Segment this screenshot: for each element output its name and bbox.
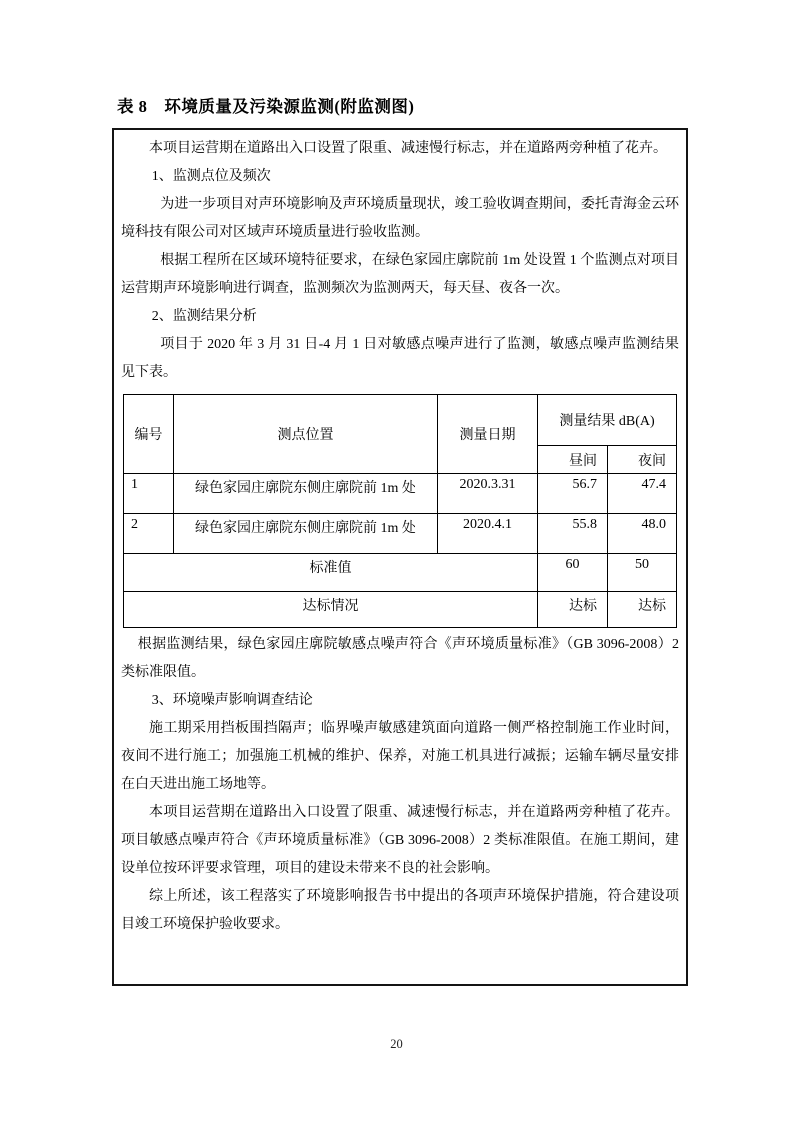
col-header-result: 测量结果 dB(A) [538, 395, 677, 446]
cell-standard-label: 标准值 [124, 554, 538, 592]
cell-night: 47.4 [608, 474, 677, 514]
section-heading-monitoring: 1、监测点位及频次 [151, 169, 271, 184]
cell-compliance-day: 达标 [538, 592, 608, 628]
cell-day: 56.7 [538, 474, 608, 514]
noise-monitoring-table [123, 394, 677, 628]
paragraph-monitor-point: 根据工程所在区域环境特征要求，在绿色家园庄廓院前 1m 处设置 1 个监测点对项目运营期声环境影响进行调查，监测频次为监测两天，每天昼、夜各一次。 [121, 253, 679, 296]
col-header-location: 测点位置 [174, 395, 438, 474]
cell-compliance-label: 达标情况 [124, 592, 538, 628]
section-heading-conclusion: 3、环境噪声影响调查结论 [151, 693, 313, 708]
paragraph-intro: 本项目运营期在道路出入口设置了限重、减速慢行标志，并在道路两旁种植了花卉。 [149, 141, 667, 156]
cell-location: 绿色家园庄廓院东侧庄廓院前 1m 处 [174, 474, 438, 514]
paragraph-conclusion: 综上所述，该工程落实了环境影响报告书中提出的各项声环境保护措施，符合建设项目竣工环境保护验收要求。 [121, 889, 679, 932]
table-row-compliance [124, 592, 677, 628]
table-row-1 [124, 474, 677, 514]
col-header-night: 夜间 [608, 446, 677, 474]
page-number: 20 [390, 1037, 403, 1051]
cell-compliance-night: 达标 [608, 592, 677, 628]
cell-no: 2 [124, 514, 174, 554]
col-header-date: 测量日期 [438, 395, 538, 474]
section-heading-results: 2、监测结果分析 [151, 309, 257, 324]
cell-standard-night: 50 [608, 554, 677, 592]
cell-no: 1 [124, 474, 174, 514]
table-row-standard [124, 554, 677, 592]
paragraph-construction: 施工期采用挡板围挡隔声；临界噪声敏感建筑面向道路一侧严格控制施工作业时间，夜间不进行施工；加强施工机械的维护、保养，对施工机具进行减振；运输车辆尽量安排在白天进出施工场地等。 [121, 721, 679, 792]
col-header-no: 编号 [124, 395, 174, 474]
cell-location: 绿色家园庄廓院东侧庄廓院前 1m 处 [174, 514, 438, 554]
cell-date: 2020.3.31 [438, 474, 538, 514]
cell-day: 55.8 [538, 514, 608, 554]
cell-date: 2020.4.1 [438, 514, 538, 554]
cell-night: 48.0 [608, 514, 677, 554]
table-header-row [124, 395, 677, 446]
paragraph-operation: 本项目运营期在道路出入口设置了限重、减速慢行标志，并在道路两旁种植了花卉。项目敏感点噪声符合《声环境质量标准》（GB 3096-2008）2 类标准限值。在施工期间，建设单位按环评要求管理，项目的建设未带来不良的社会影响。 [121, 805, 679, 876]
content-box [112, 128, 688, 986]
col-header-day: 昼间 [538, 446, 608, 474]
paragraph-monitor-dates: 项目于 2020 年 3 月 31 日-4 月 1 日对敏感点噪声进行了监测，敏感点噪声监测结果见下表。 [121, 337, 679, 380]
cell-standard-day: 60 [538, 554, 608, 592]
table-row-2 [124, 514, 677, 554]
paragraph-result-note: 根据监测结果，绿色家园庄廓院敏感点噪声符合《声环境质量标准》（GB 3096-2008）2 类标准限值。 [121, 637, 679, 680]
paragraph-commission: 为进一步项目对声环境影响及声环境质量现状，竣工验收调查期间，委托青海金云环境科技有限公司对区域声环境质量进行验收监测。 [121, 197, 679, 240]
page-title: 表 8 环境质量及污染源监测(附监测图) [117, 97, 415, 116]
